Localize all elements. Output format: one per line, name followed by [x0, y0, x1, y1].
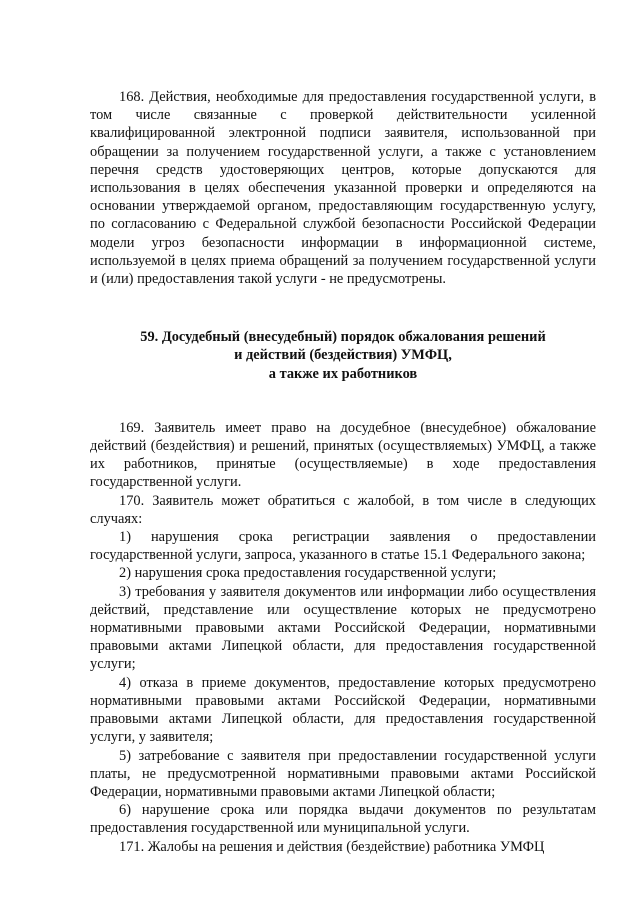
list-item-2: 2) нарушения срока предоставления государственной услуги; [119, 565, 497, 582]
heading-line-1: 59. Досудебный (внесудебный) порядок обжалования решений [140, 329, 546, 346]
list-item-6: 6) нарушение срока или порядка выдачи документов по результатам предоставления государственной или муниципальной услуги. [90, 802, 596, 837]
paragraph-169: 169. Заявитель имеет право на досудебное (внесудебное) обжалование действий (бездействия) и решений, принятых (осуществляемых) УМФЦ, а также их работников, принятые (осуществляемые) в ходе предоставления государственной услуги. [90, 419, 596, 491]
paragraph-170: 170. Заявитель может обратиться с жалобой, в том числе в следующих случаях: [90, 492, 596, 527]
document-page [90, 88, 596, 856]
list-item-3: 3) требования у заявителя документов или информации либо осуществления действий, представление или осуществление которых не предусмотрено нормативными правовыми актами Российской Федерации, нормативными правовыми актами Липецкой области, для предоставления государственной услуги; [90, 583, 596, 673]
paragraph-171: 171. Жалобы на решения и действия (бездействие) работника УМФЦ [119, 838, 545, 855]
heading-line-3: а также их работников [268, 365, 418, 382]
section-heading-59 [90, 328, 596, 383]
list-item-1: 1) нарушения срока регистрации заявления о предоставлении государственной услуги, запроса, указанного в статье 15.1 Федерального закона; [90, 529, 596, 564]
list-item-4: 4) отказа в приеме документов, предоставление которых предусмотрено нормативными правовыми актами Российской Федерации, нормативными правовыми актами Липецкой области, для предоставления государственной услуги, у заявителя; [90, 674, 596, 746]
heading-line-2: и действий (бездействия) УМФЦ, [234, 347, 452, 364]
list-item-5: 5) затребование с заявителя при предоставлении государственной услуги платы, не предусмотренной нормативными правовыми актами Российской Федерации, нормативными правовыми актами Липецкой области; [90, 747, 596, 800]
paragraph-168: 168. Действия, необходимые для предоставления государственной услуги, в том числе связанные с проверкой действительности усиленной квалифицированной электронной подписи заявителя, использованной при обращении за получением государственной услуги, а также с установлением перечня средств удостоверяющих центров, которые допускаются для использования в целях обеспечения указанной проверки и определяются на основании утверждаемой органом, предоставляющим государственную услугу, по согласованию с Федеральной службой безопасности Российской Федерации модели угроз безопасности информации в информационной системе, используемой в целях приема обращений за получением государственной услуги и (или) предоставления такой услуги - не предусмотрены. [90, 89, 596, 288]
